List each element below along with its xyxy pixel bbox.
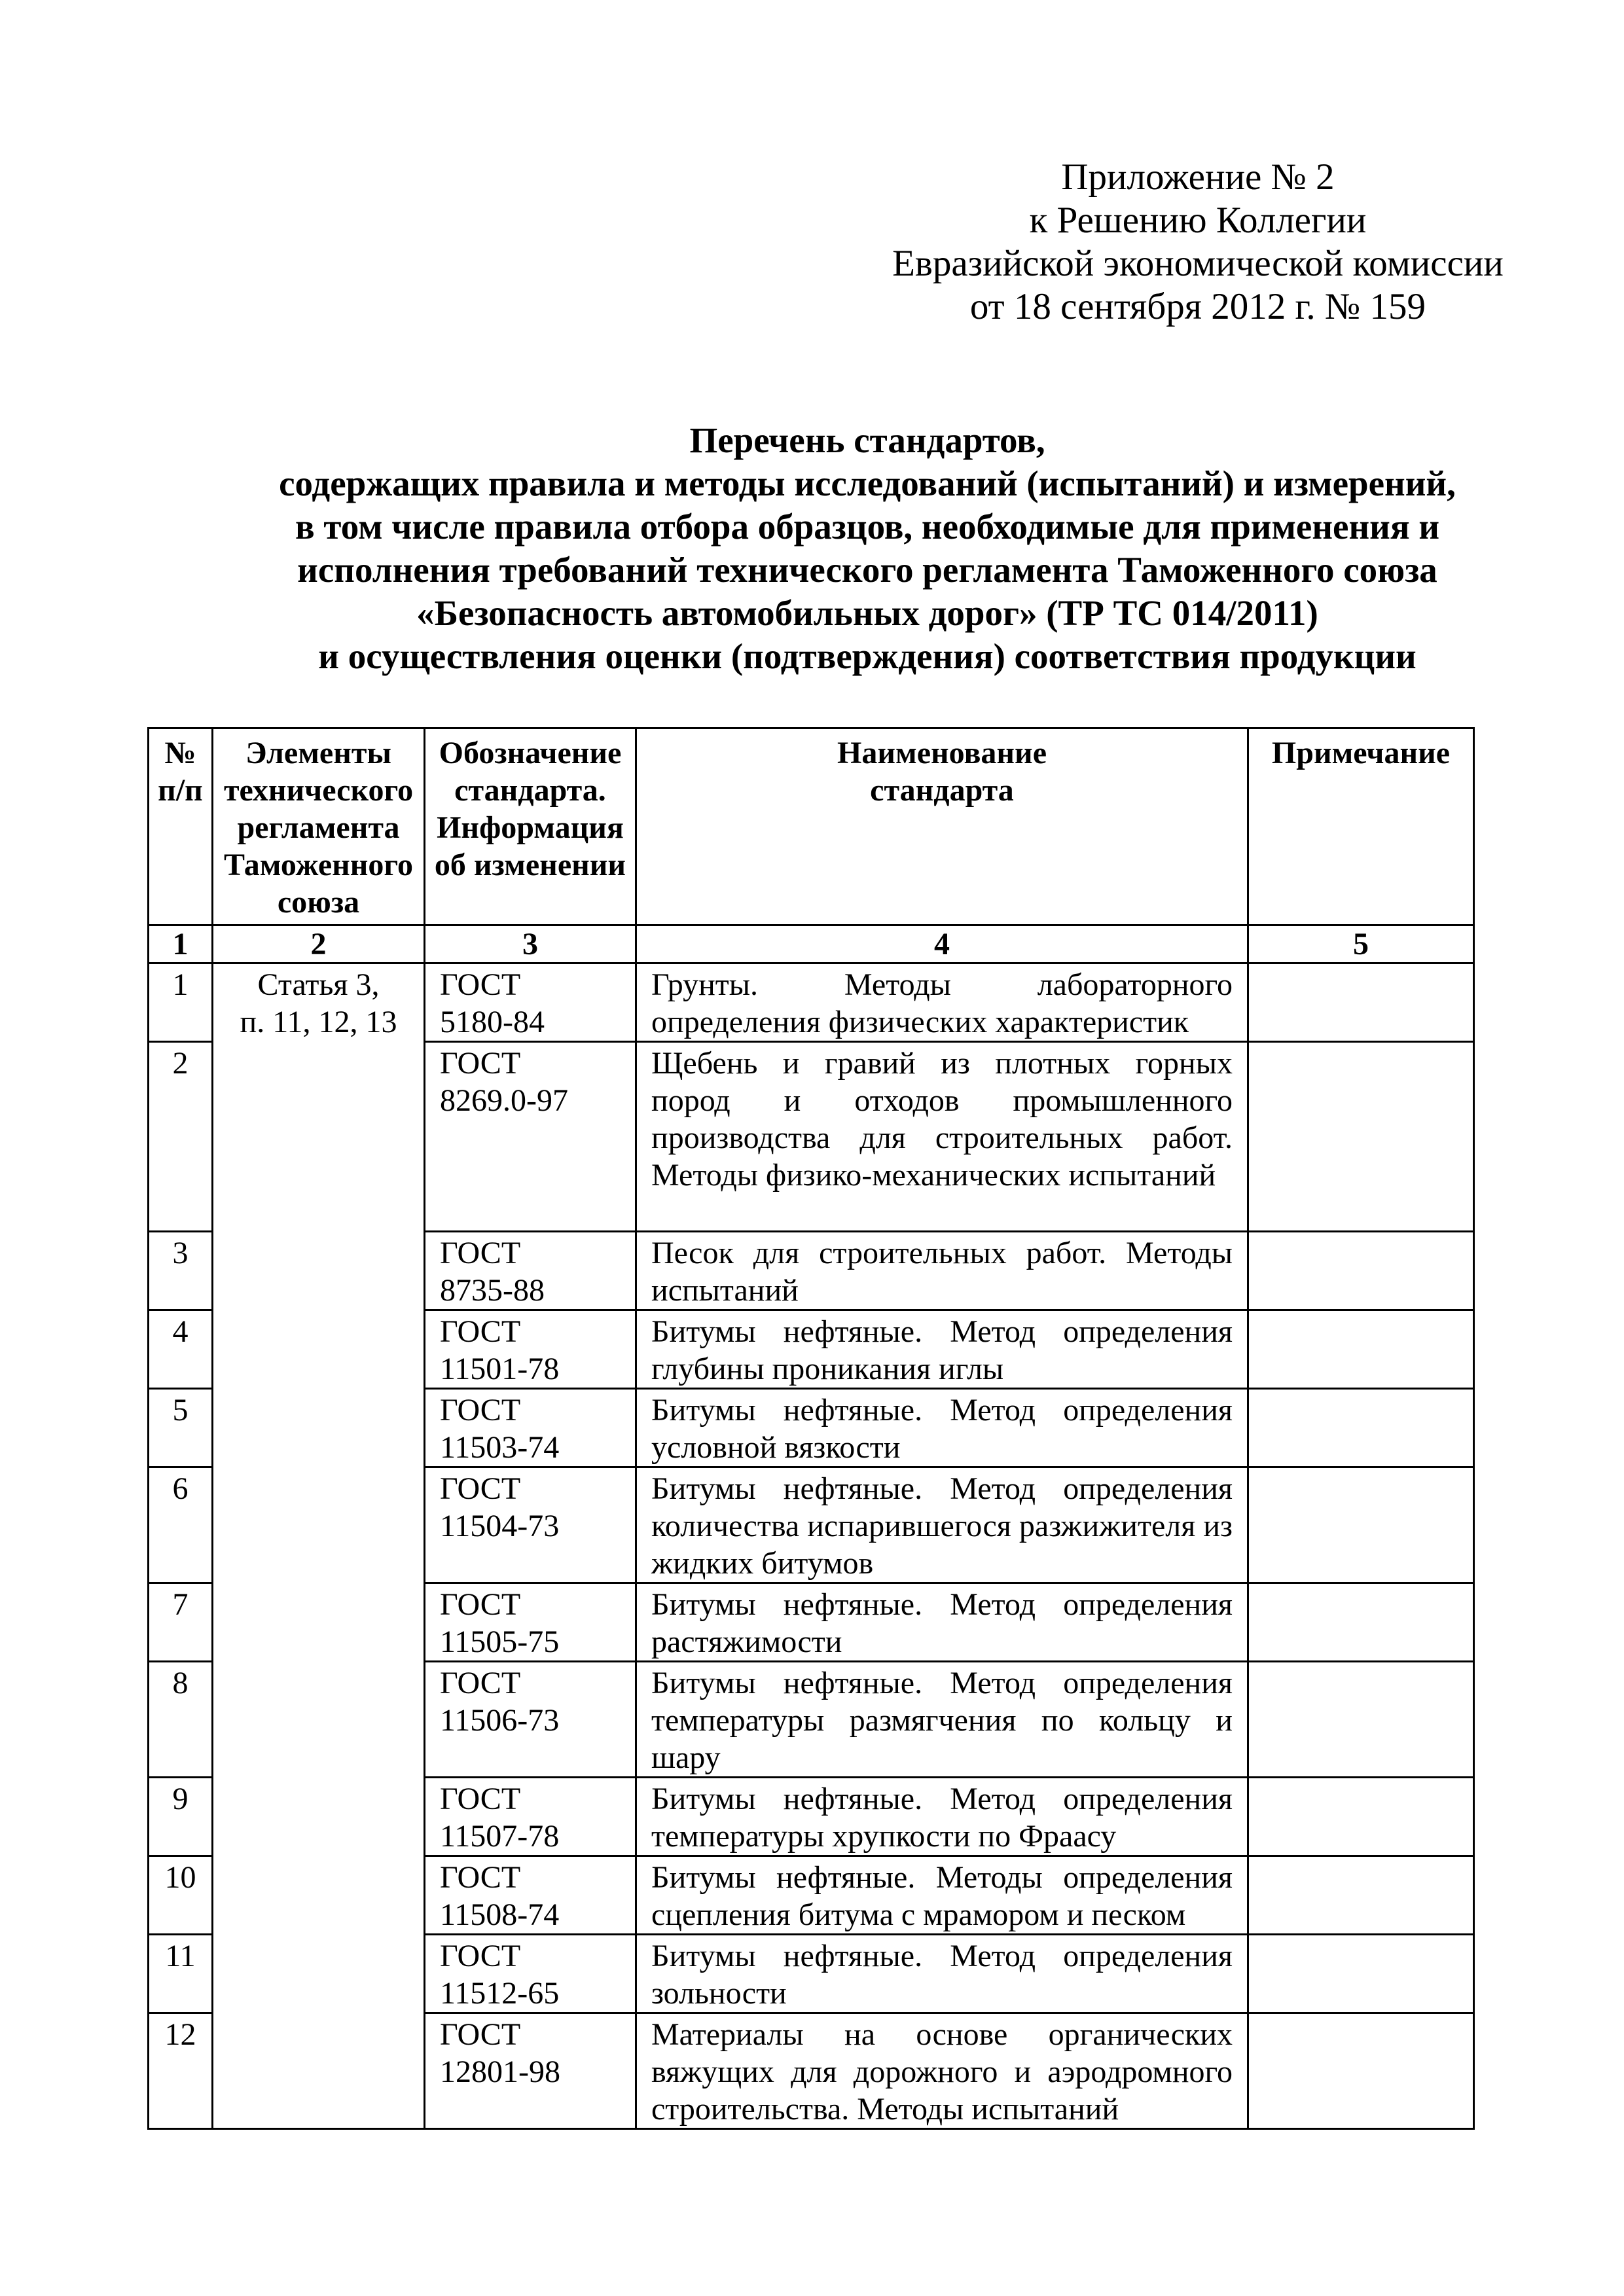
note-cell — [1248, 1662, 1474, 1778]
designation-line: ГОСТ — [440, 2017, 521, 2052]
note-cell — [1248, 1935, 1474, 2013]
designation-line: ГОСТ — [440, 967, 521, 1002]
designation-line: ГОСТ — [440, 1666, 521, 1700]
designation-line: ГОСТ — [440, 1393, 521, 1427]
designation-line: 11506-73 — [440, 1703, 560, 1738]
row-number: 4 — [149, 1310, 213, 1389]
designation-line: ГОСТ — [440, 1471, 521, 1506]
standard-name: Песок для строительных работ. Методы испытаний — [636, 1232, 1248, 1310]
designation-line: 8269.0-97 — [440, 1083, 568, 1118]
title-line: и осуществления оценки (подтверждения) соответствия продукции — [318, 636, 1416, 676]
standard-designation — [425, 1778, 636, 1856]
designation-line: 11508-74 — [440, 1897, 560, 1932]
standard-designation — [425, 1467, 636, 1583]
standard-name: Битумы нефтяные. Метод определения температуры хрупкости по Фраасу — [636, 1778, 1248, 1856]
designation-line: ГОСТ — [440, 1782, 521, 1816]
header-name: Наименование стандарта — [636, 728, 1248, 925]
title-line: «Безопасность автомобильных дорог» (ТР ТС 014/2011) — [416, 593, 1318, 633]
standard-name: Материалы на основе органических вяжущих для дорожного и аэродромного строительства. Методы испытаний — [636, 2013, 1248, 2129]
designation-line: ГОСТ — [440, 1860, 521, 1895]
designation-line: ГОСТ — [440, 1046, 521, 1081]
standard-name: Битумы нефтяные. Метод определения количества испарившегося разжижителя из жидких битумов — [636, 1467, 1248, 1583]
column-number-row — [149, 925, 1474, 963]
element-line: п. 11, 12, 13 — [240, 1005, 397, 1039]
document-title — [131, 419, 1604, 678]
table-header-row — [149, 728, 1474, 925]
row-number: 3 — [149, 1232, 213, 1310]
appendix-line: Приложение № 2 — [1061, 156, 1335, 198]
appendix-line: к Решению Коллегии — [1029, 200, 1367, 241]
element-cell — [213, 963, 425, 2129]
header-designation: Обозначение стандарта. Информация об изменении — [425, 728, 636, 925]
element-line: Статья 3, — [257, 967, 380, 1002]
header-element: Элементы технического регламента Таможенного союза — [213, 728, 425, 925]
row-number: 6 — [149, 1467, 213, 1583]
standard-designation — [425, 1583, 636, 1662]
designation-line: 11504-73 — [440, 1509, 560, 1543]
title-line: содержащих правила и методы исследований (испытаний) и измерений, — [279, 463, 1456, 503]
column-number: 1 — [149, 925, 213, 963]
row-number: 9 — [149, 1778, 213, 1856]
standard-name: Грунты. Методы лабораторного определения физических характеристик — [636, 963, 1248, 1042]
designation-line: 11505-75 — [440, 1624, 560, 1659]
row-number: 5 — [149, 1389, 213, 1467]
note-cell — [1248, 1583, 1474, 1662]
standard-designation — [425, 1662, 636, 1778]
designation-line: ГОСТ — [440, 1314, 521, 1349]
designation-line: 11501-78 — [440, 1352, 560, 1386]
row-number: 2 — [149, 1042, 213, 1232]
standard-designation — [425, 1935, 636, 2013]
note-cell — [1248, 1856, 1474, 1935]
note-cell — [1248, 1467, 1474, 1583]
note-cell — [1248, 1310, 1474, 1389]
designation-line: 11503-74 — [440, 1430, 560, 1465]
header-no: № п/п — [149, 728, 213, 925]
designation-line: ГОСТ — [440, 1939, 521, 1973]
standard-designation — [425, 963, 636, 1042]
note-cell — [1248, 1042, 1474, 1232]
designation-line: 8735-88 — [440, 1273, 545, 1308]
designation-line: ГОСТ — [440, 1236, 521, 1270]
standard-designation — [425, 1856, 636, 1935]
row-number: 10 — [149, 1856, 213, 1935]
standard-designation — [425, 1310, 636, 1389]
note-cell — [1248, 1778, 1474, 1856]
standards-table — [147, 727, 1475, 2130]
note-cell — [1248, 1232, 1474, 1310]
column-number: 2 — [213, 925, 425, 963]
appendix-header — [838, 156, 1558, 329]
note-cell — [1248, 963, 1474, 1042]
standard-name: Битумы нефтяные. Метод определения растяжимости — [636, 1583, 1248, 1662]
title-line: исполнения требований технического регламента Таможенного союза — [297, 550, 1437, 590]
standard-name: Битумы нефтяные. Методы определения сцепления битума с мрамором и песком — [636, 1856, 1248, 1935]
designation-line: 12801-98 — [440, 2054, 560, 2089]
appendix-line: Евразийской экономической комиссии — [892, 243, 1504, 284]
table-row — [149, 963, 1474, 1042]
standard-designation — [425, 1232, 636, 1310]
standard-name: Щебень и гравий из плотных горных пород и отходов промышленного производства для строительных работ. Методы физико-механических испытаний — [636, 1042, 1248, 1232]
row-number: 7 — [149, 1583, 213, 1662]
standard-designation — [425, 1389, 636, 1467]
column-number: 3 — [425, 925, 636, 963]
standard-name: Битумы нефтяные. Метод определения зольности — [636, 1935, 1248, 2013]
designation-line: 5180-84 — [440, 1005, 545, 1039]
standard-designation — [425, 2013, 636, 2129]
header-note: Примечание — [1248, 728, 1474, 925]
column-number: 4 — [636, 925, 1248, 963]
column-number: 5 — [1248, 925, 1474, 963]
standard-designation — [425, 1042, 636, 1232]
title-line: Перечень стандартов, — [689, 420, 1045, 460]
table-body — [149, 963, 1474, 2129]
appendix-line: от 18 сентября 2012 г. № 159 — [969, 286, 1426, 327]
row-number: 11 — [149, 1935, 213, 2013]
designation-line: ГОСТ — [440, 1587, 521, 1622]
standard-name: Битумы нефтяные. Метод определения температуры размягчения по кольцу и шару — [636, 1662, 1248, 1778]
row-number: 8 — [149, 1662, 213, 1778]
title-line: в том числе правила отбора образцов, необходимые для применения и — [295, 507, 1440, 547]
note-cell — [1248, 2013, 1474, 2129]
row-number: 12 — [149, 2013, 213, 2129]
standard-name: Битумы нефтяные. Метод определения глубины проникания иглы — [636, 1310, 1248, 1389]
row-number: 1 — [149, 963, 213, 1042]
designation-line: 11507-78 — [440, 1819, 560, 1854]
note-cell — [1248, 1389, 1474, 1467]
standard-name: Битумы нефтяные. Метод определения условной вязкости — [636, 1389, 1248, 1467]
designation-line: 11512-65 — [440, 1976, 560, 2011]
